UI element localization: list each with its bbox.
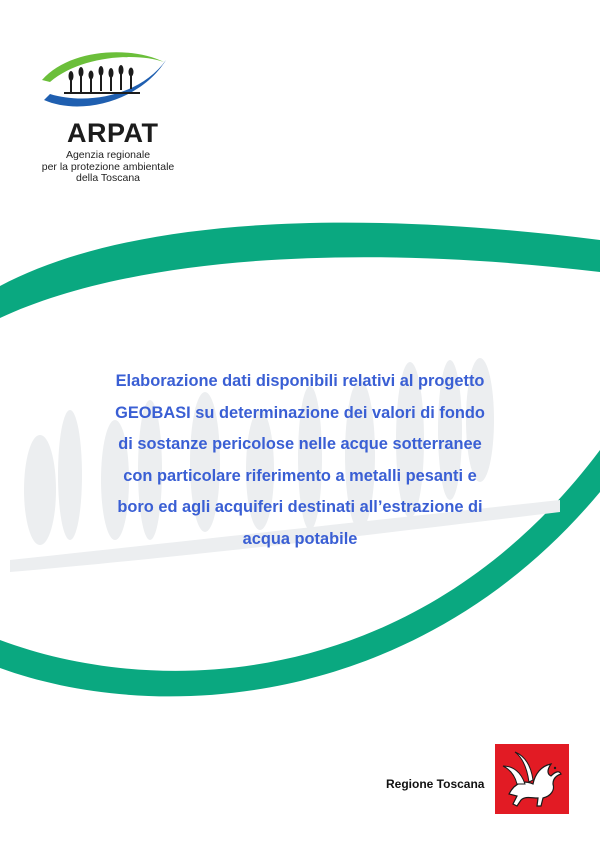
top-arc bbox=[0, 223, 600, 318]
title-line: boro ed agli acquiferi destinati all’estrazione di bbox=[117, 498, 483, 516]
region-label: Regione Toscana bbox=[386, 777, 485, 791]
title-line: acqua potabile bbox=[242, 529, 358, 548]
logo-subtitle-line: Agenzia regionale bbox=[65, 149, 151, 161]
arpat-logo bbox=[20, 42, 190, 202]
logo-subtitle-line: per la protezione ambientale bbox=[41, 160, 175, 173]
title-line: Elaborazione dati disponibili relativi al progetto bbox=[115, 372, 485, 390]
logo-subtitle bbox=[24, 150, 192, 185]
region-emblem bbox=[495, 744, 569, 814]
logo-name: ARPAT bbox=[67, 118, 159, 148]
document-title bbox=[80, 366, 520, 555]
title-line: di sostanze pericolose nelle acque sotterranee bbox=[118, 435, 482, 453]
title-line: GEOBASI su determinazione dei valori di fondo bbox=[115, 403, 485, 422]
title-line: con particolare riferimento a metalli pesanti e bbox=[123, 466, 477, 485]
arpat-logo-icon bbox=[40, 42, 170, 112]
logo-subtitle-line: della Toscana bbox=[75, 172, 141, 184]
pegasus-emblem-icon bbox=[495, 744, 569, 814]
